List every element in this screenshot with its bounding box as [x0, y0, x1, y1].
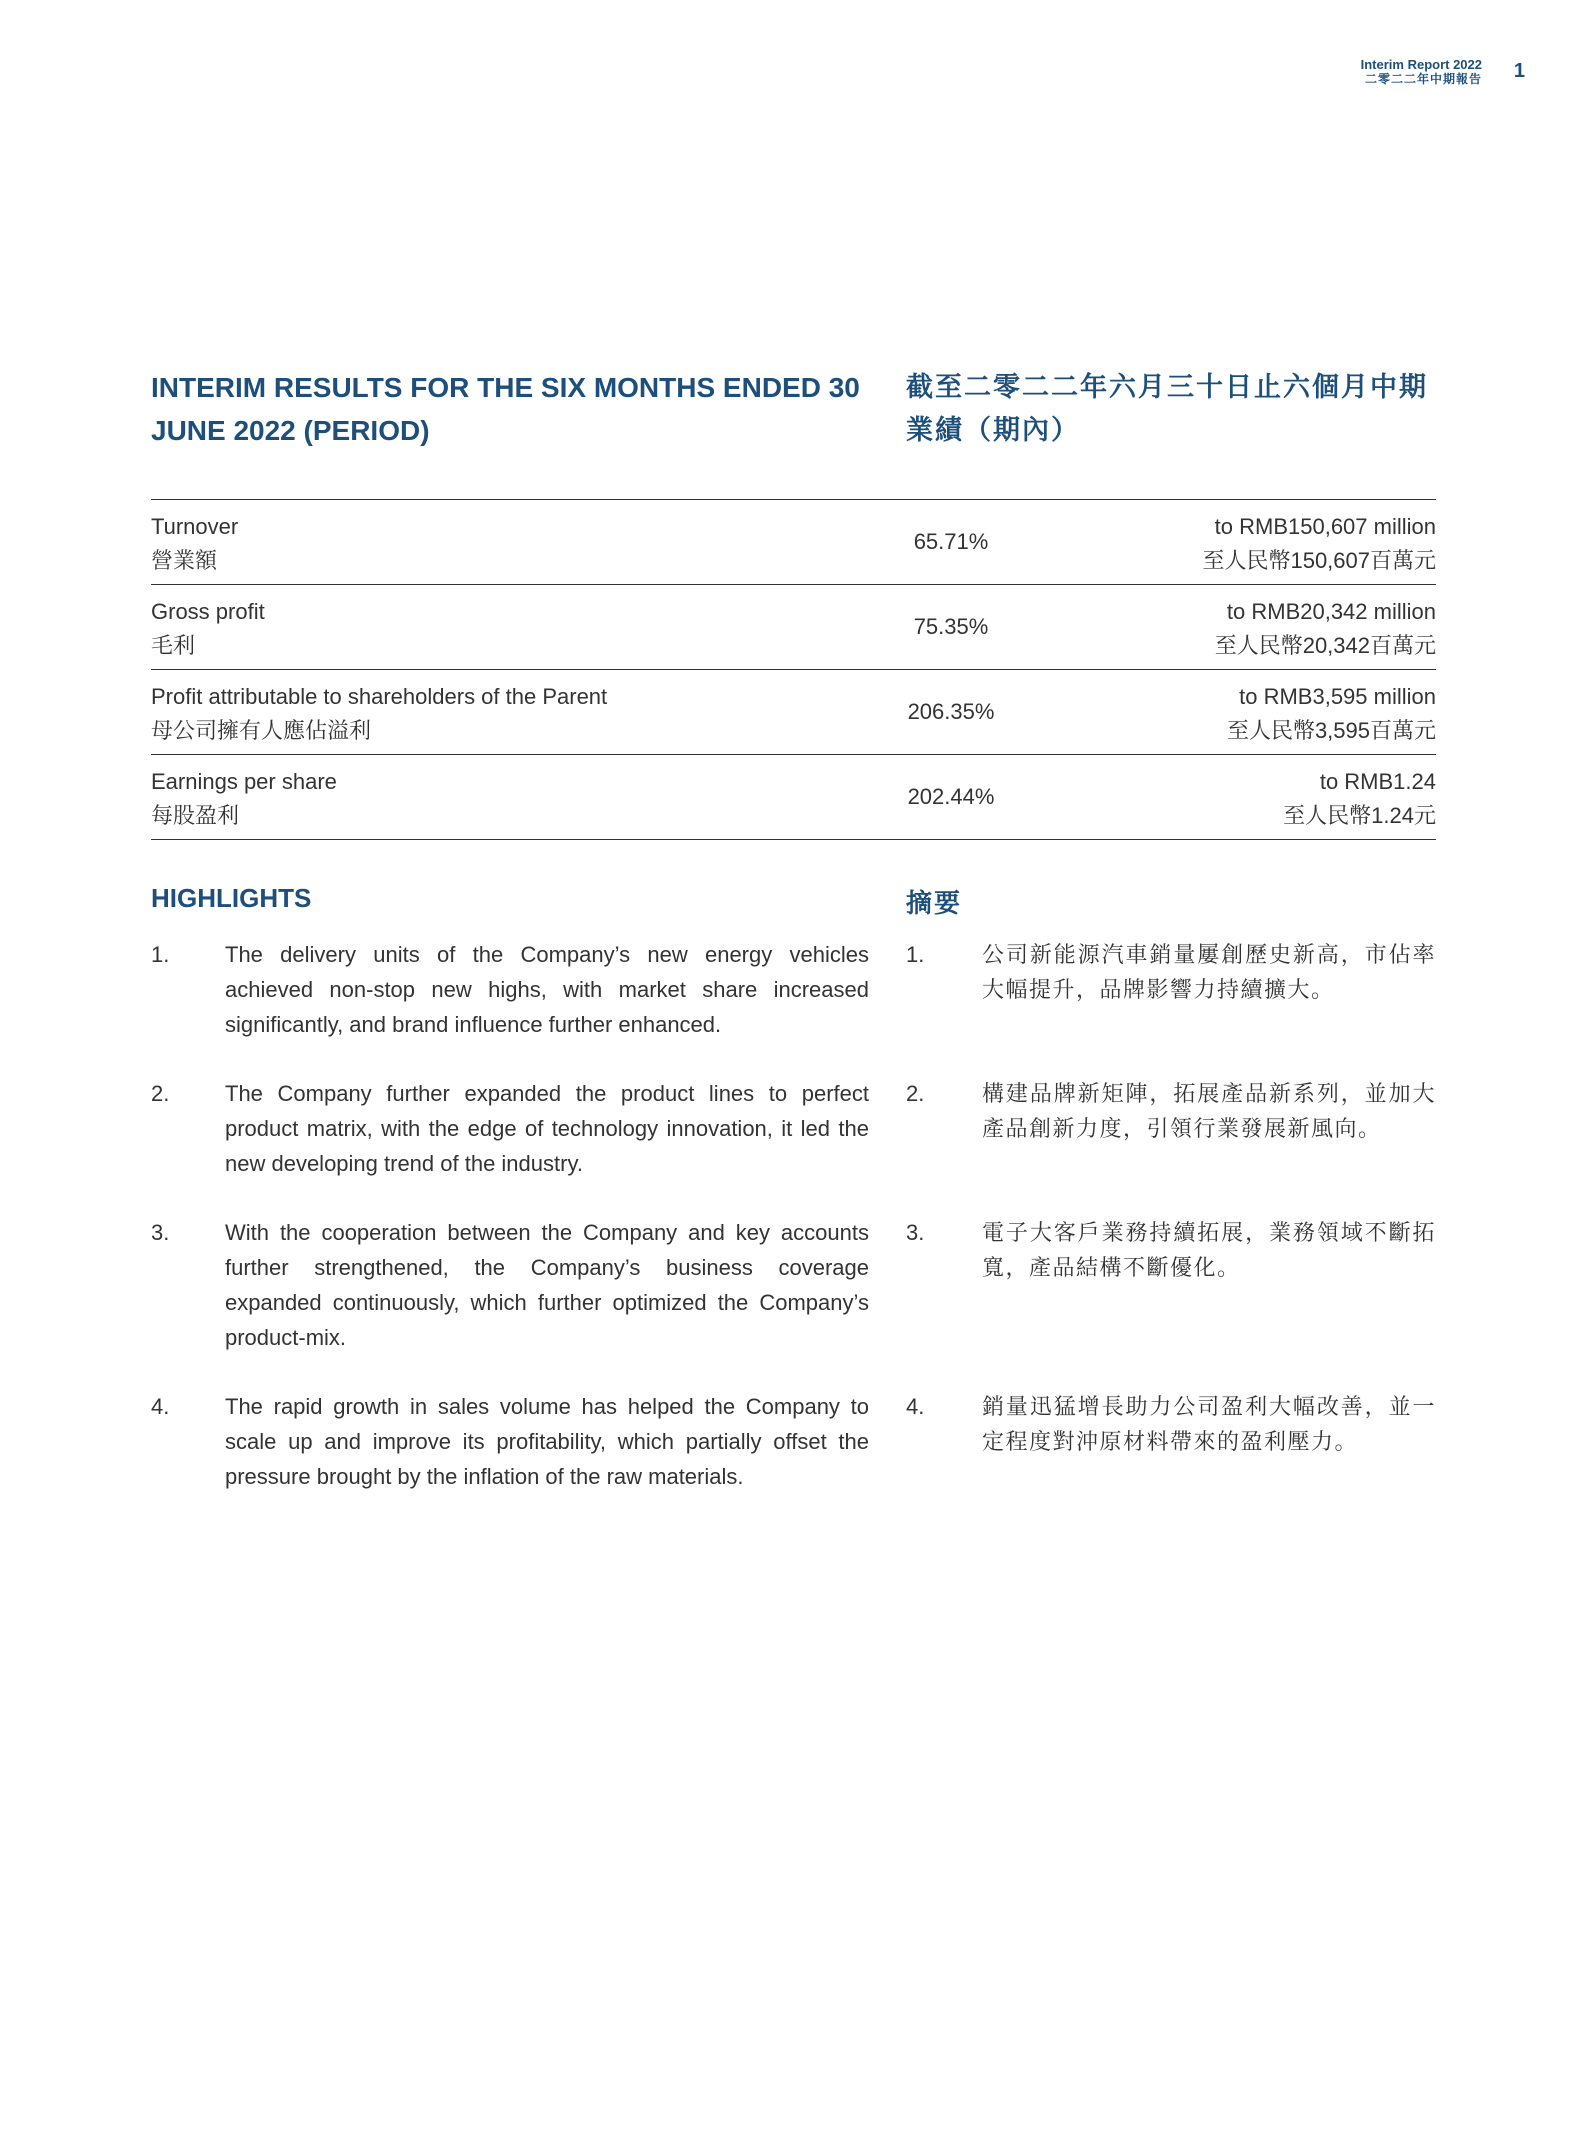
- item-text: 電子大客戶業務持續拓展，業務領域不斷拓寬，產品結構不斷優化。: [982, 1220, 1436, 1280]
- page-number: 1: [1513, 60, 1525, 82]
- report-title-zh: 二零二二年中期報告: [1364, 72, 1482, 86]
- row-amount-en: to RMB20,342 million: [1226, 599, 1436, 624]
- row-label-zh: 母公司擁有人應佔溢利: [151, 718, 372, 743]
- item-text: With the cooperation between the Company and key accounts further strengthened, the Company’s business coverage expanded continuously, which further optimized the Company’s product-mix.: [225, 1220, 869, 1350]
- item-number: 4.: [151, 1394, 170, 1419]
- results-title-en: INTERIM RESULTS FOR THE SIX MONTHS ENDED 30 JUNE 2022 (PERIOD): [151, 372, 860, 446]
- row-amount-en: to RMB3,595 million: [1239, 684, 1436, 709]
- item-text: 銷量迅猛增長助力公司盈利大幅改善，並一定程度對沖原材料帶來的盈利壓力。: [982, 1394, 1436, 1454]
- row-amount-en: to RMB150,607 million: [1214, 514, 1436, 539]
- item-number: 4.: [906, 1394, 925, 1419]
- item-text: 公司新能源汽車銷量屢創歷史新高，市佔率大幅提升，品牌影響力持續擴大。: [982, 942, 1436, 1002]
- row-percent: 206.35%: [907, 699, 995, 724]
- table-row: [151, 585, 1436, 670]
- row-label-en: Profit attributable to shareholders of the Parent: [151, 684, 608, 709]
- row-amount-zh: 至人民幣20,342百萬元: [1214, 633, 1436, 658]
- row-amount-en: to RMB1.24: [1319, 769, 1436, 794]
- row-label: [151, 680, 607, 748]
- row-label: [151, 765, 337, 833]
- row-percent: 202.44%: [907, 784, 995, 809]
- row-amount-zh: 至人民幣1.24元: [1283, 803, 1436, 828]
- item-text: The Company further expanded the product lines to perfect product matrix, with the edge of technology innovation, it led the new developing trend of the industry.: [225, 1081, 869, 1176]
- item-number: 1.: [151, 942, 170, 967]
- row-label: [151, 595, 265, 663]
- results-title-zh: 截至二零二二年六月三十日止六個月中期業績（期內）: [906, 372, 1428, 445]
- row-amount: [1215, 595, 1436, 663]
- row-percent: 75.35%: [913, 614, 989, 639]
- row-amount: [1202, 510, 1436, 578]
- row-amount-zh: 至人民幣150,607百萬元: [1202, 548, 1436, 573]
- item-number: 2.: [151, 1081, 170, 1106]
- row-amount: [1283, 765, 1436, 833]
- item-text: The rapid growth in sales volume has helped the Company to scale up and improve its profitability, which partially offset the pressure brought by the inflation of the raw materials.: [225, 1394, 869, 1489]
- item-number: 3.: [906, 1220, 925, 1245]
- row-amount: [1227, 680, 1436, 748]
- item-number: 2.: [906, 1081, 925, 1106]
- row-label-zh: 營業額: [151, 548, 218, 573]
- item-text: 構建品牌新矩陣，拓展產品新系列，並加大產品創新力度，引領行業發展新風向。: [982, 1081, 1436, 1141]
- row-label-en: Turnover: [151, 514, 239, 539]
- report-title-en: Interim Report 2022: [1360, 57, 1482, 72]
- table-row: [151, 500, 1436, 585]
- item-number: 1.: [906, 942, 925, 967]
- report-header: [1361, 57, 1482, 87]
- row-label-en: Gross profit: [151, 599, 265, 624]
- item-text: The delivery units of the Company’s new energy vehicles achieved non-stop new highs, with market share increased significantly, and brand influence further enhanced.: [225, 942, 869, 1037]
- row-percent: 65.71%: [913, 529, 989, 554]
- results-table: [151, 499, 1436, 840]
- row-amount-zh: 至人民幣3,595百萬元: [1226, 718, 1436, 743]
- item-number: 3.: [151, 1220, 170, 1245]
- highlights-heading-en: HIGHLIGHTS: [151, 883, 312, 913]
- table-row: [151, 755, 1436, 840]
- highlights-heading-zh: 摘要: [906, 888, 963, 918]
- row-label-zh: 毛利: [151, 633, 196, 658]
- row-label: [151, 510, 238, 578]
- row-label-en: Earnings per share: [151, 769, 337, 794]
- table-row: [151, 670, 1436, 755]
- row-label-zh: 每股盈利: [151, 803, 240, 828]
